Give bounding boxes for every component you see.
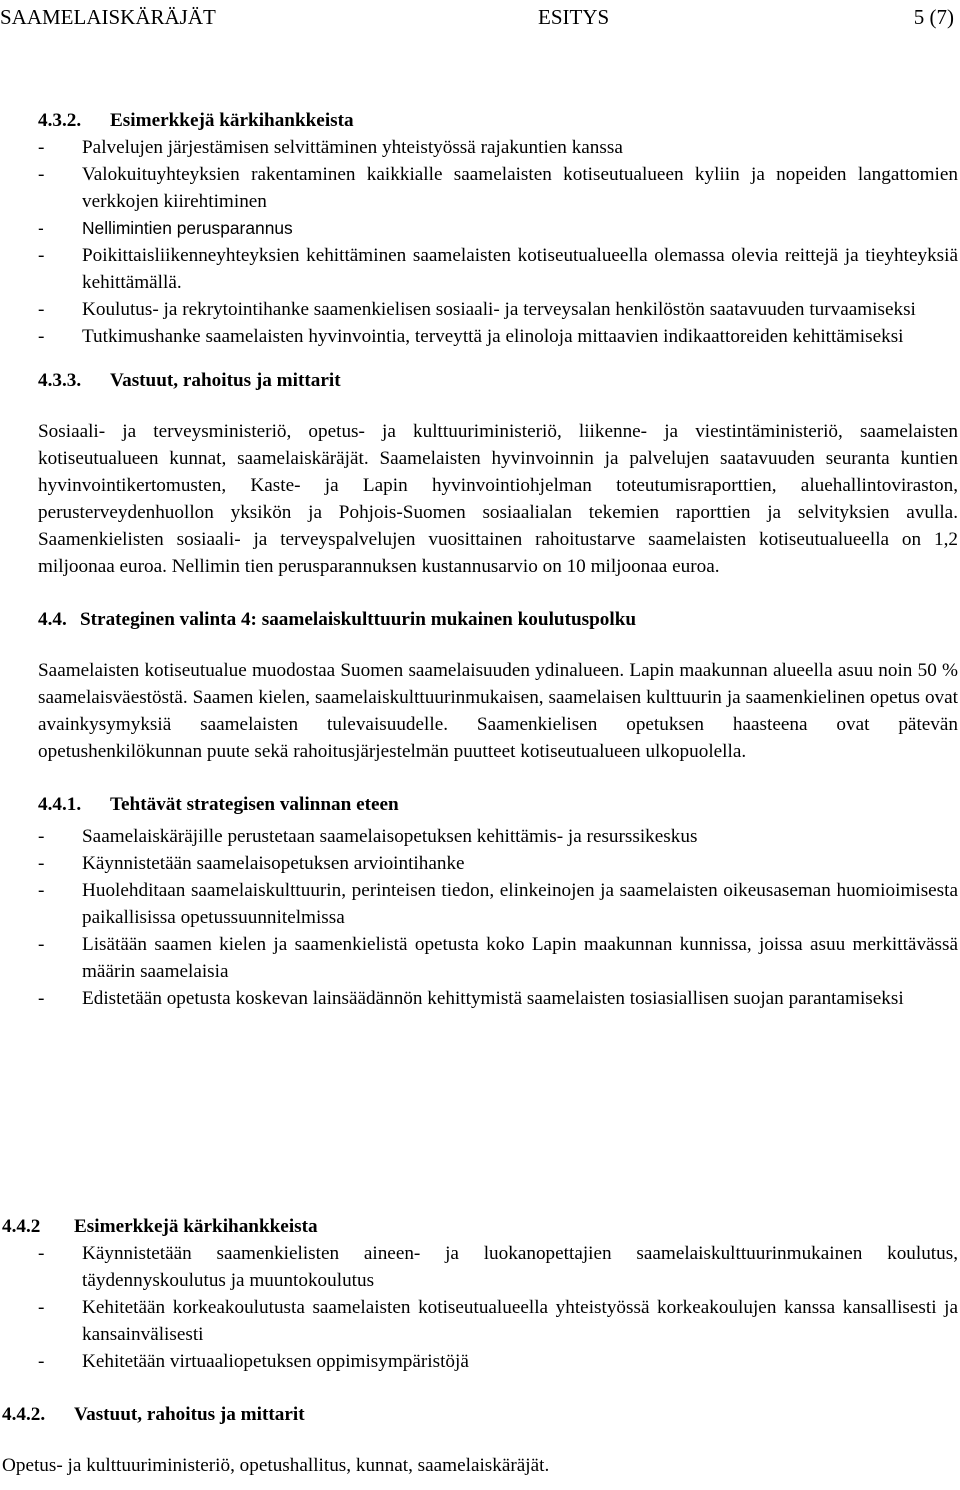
list-item: - Poikittaisliikenneyhteyksien kehittäminen saamelaisten kotiseutualueella olemassa olevia reittejä ja tieyhteyksiä kehittämällä. (38, 242, 958, 296)
header-document-type: ESITYS (538, 5, 610, 29)
list-item: - Lisätään saamen kielen ja saamenkielistä opetusta koko Lapin maakunnan kunnissa, joissa asuu merkittävässä määrin saamelaisia (38, 931, 958, 985)
list-4-4-2 (38, 1240, 958, 1375)
document-body-lower (2, 1213, 958, 1479)
header-organization: SAAMELAISKÄRÄJÄT (0, 5, 216, 29)
list-item: - Käynnistetään saamelaisopetuksen arviointihanke (38, 850, 958, 877)
list-item: - Nellimintien perusparannus (38, 215, 958, 242)
header-page-number: 5 (7) (913, 5, 954, 29)
list-item: - Palvelujen järjestämisen selvittäminen yhteistyössä rajakuntien kanssa (38, 134, 958, 161)
list-item: - Saamelaiskäräjille perustetaan saamelaisopetuksen kehittämis- ja resurssikeskus (38, 823, 958, 850)
list-item: - Käynnistetään saamenkielisten aineen- ja luokanopettajien saamelaiskulttuurinmukainen koulutus, täydennyskoulutus ja muuntokoulutus (38, 1240, 958, 1294)
section-number: 4.4.2 (2, 1216, 41, 1237)
section-heading-4-4 (38, 606, 958, 633)
list-4-4-1 (38, 823, 958, 1012)
section-title: Vastuut, rahoitus ja mittarit (74, 1404, 305, 1425)
section-heading-4-4-2-vastuut (2, 1401, 958, 1428)
section-number: 4.3.2. (38, 110, 82, 131)
list-item: - Tutkimushanke saamelaisten hyvinvointia, terveyttä ja elinoloja mittaavien indikaattoreiden kehittämiseksi (38, 323, 958, 350)
list-item: - Koulutus- ja rekrytointihanke saamenkielisen sosiaali- ja terveysalan henkilöstön saatavuuden turvaamiseksi (38, 296, 958, 323)
section-number: 4.4. (38, 609, 67, 630)
section-heading-4-3-3 (38, 367, 958, 394)
list-4-3-2 (38, 134, 958, 350)
document-body (38, 107, 958, 1038)
list-item: - Kehitetään korkeakoulutusta saamelaisten kotiseutualueella yhteistyössä korkeakoulujen kanssa kansallisesti ja kansainvälisesti (38, 1294, 958, 1348)
section-title: Tehtävät strategisen valinnan eteen (110, 794, 399, 815)
section-heading-4-3-2 (38, 107, 958, 134)
list-item: - Valokuituyhteyksien rakentaminen kaikkialle saamelaisten kotiseutualueen kyliin ja nopeiden langattomien verkkojen kiirehtiminen (38, 161, 958, 215)
section-number: 4.3.3. (38, 370, 82, 391)
list-item: - Huolehditaan saamelaiskulttuurin, perinteisen tiedon, elinkeinojen ja saamelaisten oikeusaseman huomioimisesta paikallisissa opetussuunnitelmissa (38, 877, 958, 931)
list-item: - Edistetään opetusta koskevan lainsäädännön kehittymistä saamelaisten tosiasiallisen suojan parantamiseksi (38, 985, 958, 1012)
page-header (0, 2, 958, 32)
list-item: - Kehitetään virtuaaliopetuksen oppimisympäristöjä (38, 1348, 958, 1375)
paragraph-4-4: Saamelaisten kotiseutualue muodostaa Suomen saamelaisuuden ydinalueen. Lapin maakunnan alueella asuu noin 50 % saamelaisväestöstä. Saamen kielen, saamelaiskulttuurinmukaisen, saamelaisen kulttuurin ja saamenkielinen opetus ovat avainkysymyksiä saamelaisten tulevaisuudelle. Saamenkielisen opetuksen haasteena ovat pätevän opetushenkilökunnan puute sekä rahoitusjärjestelmän puutteet kotiseutualueen ulkopuolella. (38, 660, 958, 762)
section-title: Esimerkkejä kärkihankkeista (110, 110, 354, 131)
section-title: Strateginen valinta 4: saamelaiskulttuurin mukainen koulutuspolku (80, 609, 637, 630)
section-title: Vastuut, rahoitus ja mittarit (110, 370, 341, 391)
section-number: 4.4.2. (2, 1404, 46, 1425)
section-heading-4-4-1 (38, 791, 958, 818)
paragraph-4-4-2-vastuut: Opetus- ja kulttuuriministeriö, opetushallitus, kunnat, saamelaiskäräjät. (2, 1455, 550, 1476)
section-number: 4.4.1. (38, 794, 82, 815)
section-heading-4-4-2 (2, 1213, 958, 1240)
section-title: Esimerkkejä kärkihankkeista (74, 1216, 318, 1237)
paragraph-4-3-3: Sosiaali- ja terveysministeriö, opetus- ja kulttuuriministeriö, liikenne- ja viestintäministeriö, saamelaisten kotiseutualueen kunnat, saamelaiskäräjät. Saamelaisten hyvinvoinnin ja palvelujen saatavuuden seuranta kuntien hyvinvointikertomusten, Kaste- ja Lapin hyvinvointiohjelman toteutumisraporttien, aluehallintoviraston, perusterveydenhuollon yksikön ja Pohjois-Suomen sosiaalialan tekemien raporttien ja selvityksien avulla. Saamenkielisten sosiaali- ja terveyspalvelujen vuosittainen rahoitustarve saamelaisten kotiseutualueella on 1,2 miljoonaa euroa. Nellimin tien perusparannuksen kustannusarvio on 10 miljoonaa euroa. (38, 421, 958, 577)
